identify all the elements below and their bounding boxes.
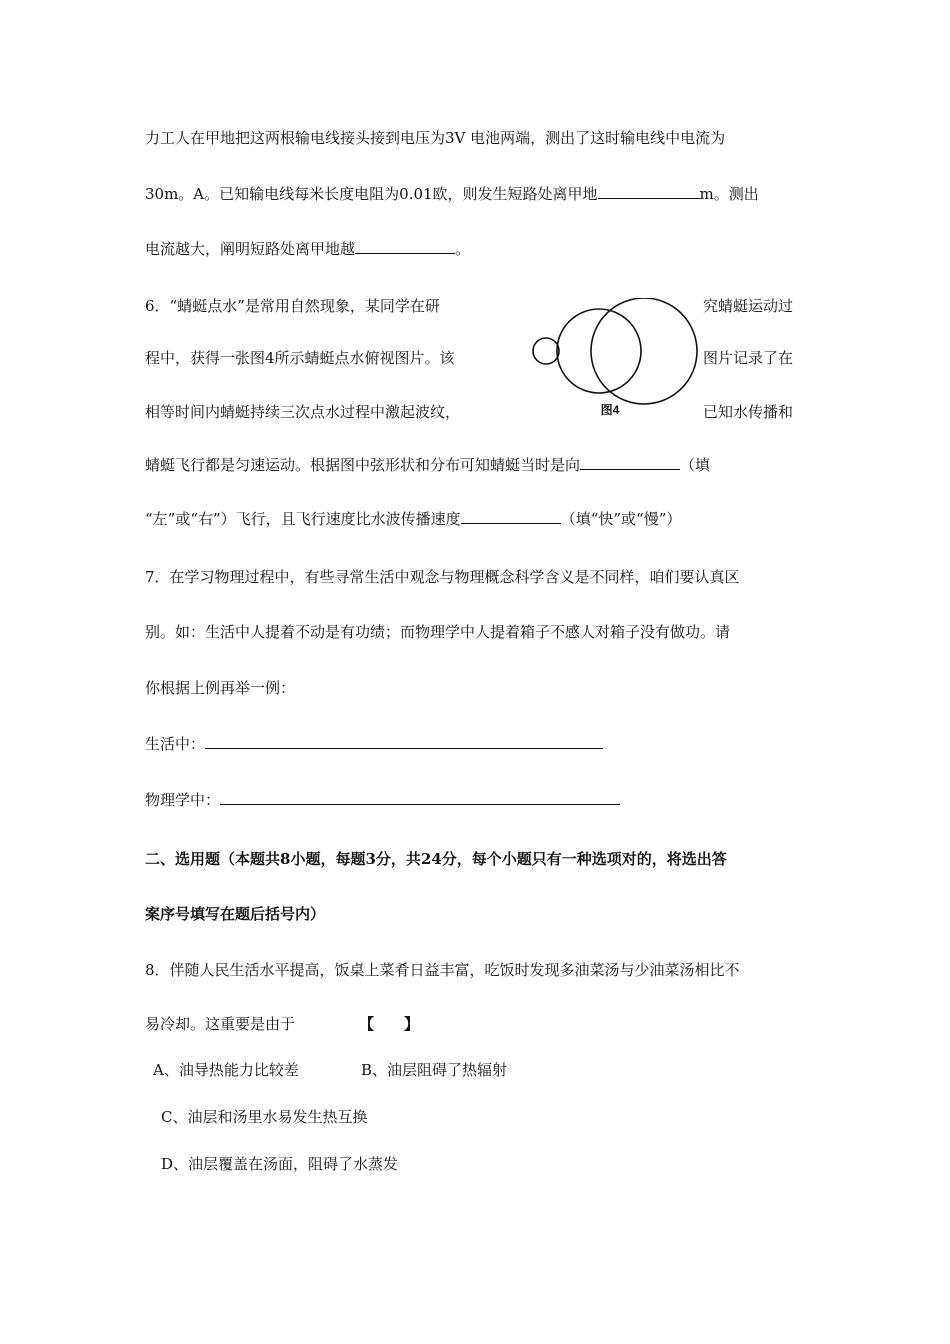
q6-line-5 [145,508,681,529]
q8-line-1: 8．伴随人民生活水平提高，饭桌上菜肴日益丰富，吃饭时发现多油菜汤与少油菜汤相比不 [145,961,740,979]
answer-bracket[interactable]: 【 】 [359,1015,420,1033]
q7-line-1: 7．在学习物理过程中，有些寻常生活中观念与物理概念科学含义是不同样，咱们要认真区 [145,568,740,586]
section-2-heading-line-2: 案序号填写在题后括号内） [145,905,326,923]
ripple-circle-small [533,338,559,364]
q6-line-4-end: （填 [680,456,711,474]
q6-line-4 [145,454,710,475]
q5-line-2 [145,183,759,204]
figure-label: 图4 [600,403,620,417]
q7-physics-row [145,789,620,810]
answer-blank[interactable] [598,184,700,199]
q5-line-1: 力工人在甲地把这两根输电线接头接到电压为3V 电池两端，测出了这时输电线中电流为 [145,129,726,147]
q7-line-2: 别。如：生活中人提着不动是有功绩；而物理学中人提着箱子不感人对箱子没有做功。请 [145,623,731,641]
q6-line-1-right: 究蜻蜓运动过 [703,297,794,315]
section-2-heading-line-1: 二、选用题（本题共8小题，每题3分，共24分，每个小题只有一种选项对的，将选出答 [145,850,727,868]
ripple-figure [528,298,698,420]
answer-blank[interactable] [461,509,561,524]
option-d[interactable]: D、油层覆盖在汤面，阻碍了水蒸发 [161,1155,399,1173]
life-answer-blank[interactable] [205,734,603,749]
q5-line-3 [145,238,470,259]
option-b[interactable]: B、油层阻碍了热辐射 [361,1061,508,1079]
q5-line-3-text: 电流越大，阐明短路处离甲地越 [145,240,356,258]
q7-life-label: 生活中： [145,735,206,753]
q7-life-row [145,733,603,754]
q6-line-4-text: 蜻蜓飞行都是匀速运动。根据图中弦形状和分布可知蜻蜓当时是向 [145,456,581,474]
q8-line-2: 易冷却。这重要是由于 [145,1015,296,1033]
q5-line-3-end: 。 [455,240,471,258]
answer-blank[interactable] [355,239,455,254]
q6-line-1-left: 6．“蜻蜓点水”是常用自然现象，某同学在研 [145,297,440,315]
option-a[interactable]: A、油导热能力比较差 [153,1061,299,1079]
q7-physics-label: 物理学中： [145,791,221,809]
q6-line-5-end: （填“快”或“慢”） [560,510,682,528]
answer-blank[interactable] [580,455,680,470]
q7-line-3: 你根据上例再举一例： [145,679,296,697]
q6-line-2-left: 程中，获得一张图4所示蜻蜓点水俯视图片。该 [145,349,455,367]
q5-line-2-text: 30m。A。已知输电线每米长度电阻为0.01欧，则发生短路处离甲地 [145,185,598,203]
q6-line-3-right: 已知水传播和 [703,403,794,421]
physics-answer-blank[interactable] [220,790,620,805]
q6-line-3-left: 相等时间内蜻蜓持续三次点水过程中激起波纹， [145,403,461,421]
ripple-circle-large [591,298,697,404]
option-c[interactable]: C、油层和汤里水易发生热互换 [161,1108,368,1126]
q5-line-2-unit: m。测出 [699,185,759,203]
q6-line-5-text: “左”或“右”）飞行，且飞行速度比水波传播速度 [145,510,461,528]
q6-line-2-right: 图片记录了在 [703,349,794,367]
